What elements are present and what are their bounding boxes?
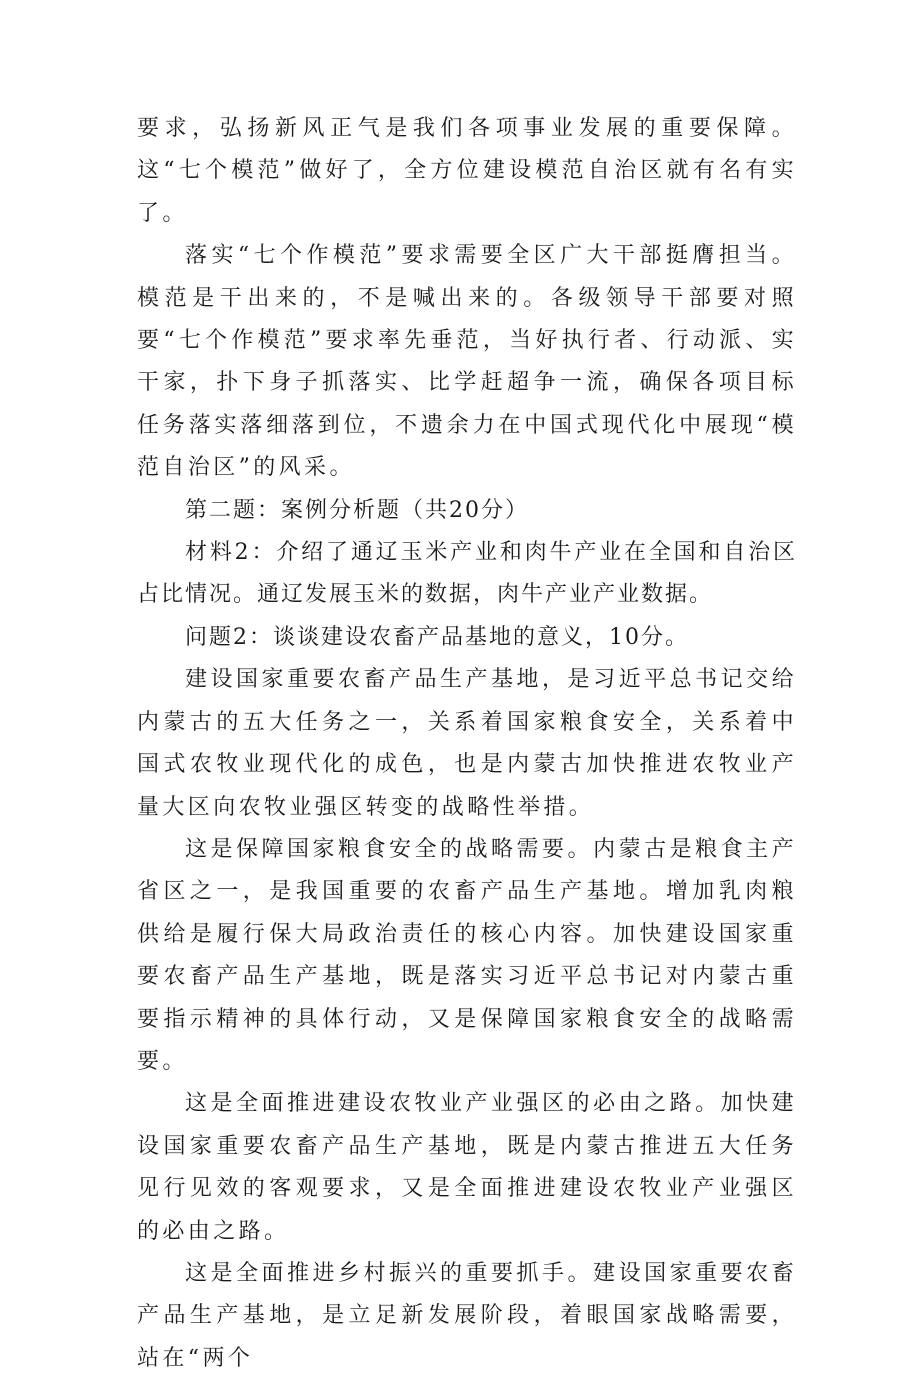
material-two-note: 材料2：介绍了通辽玉米产业和肉牛产业在全国和自治区占比情况。通辽发展玉米的数据，肉牛产业产业数据。 (137, 540, 797, 608)
paragraph-strong-region: 这是全面推进建设农牧业产业强区的必由之路。加快建设国家重要农畜产品生产基地，既是内蒙古推进五大任务见行见效的客观要求，又是全面推进建设农牧业产业强区的必由之路。 (137, 1091, 797, 1244)
question-two-prompt: 问题2：谈谈建设农畜产品基地的意义，10分。 (185, 624, 689, 650)
paragraph-rural-revitalization: 这是全面推进乡村振兴的重要抓手。建设国家重要农畜产品生产基地，是立足新发展阶段，着眼国家战略需要，站在“两个 (137, 1260, 797, 1371)
paragraph-food-security: 这是保障国家粮食安全的战略需要。内蒙古是粮食主产省区之一，是我国重要的农畜产品生产基地。增加乳肉粮供给是履行保大局政治责任的核心内容。加快建设国家重要农畜产品生产基地，既是落实习近平总书记对内蒙古重要指示精神的具体行动，又是保障国家粮食安全的战略需要。 (137, 836, 797, 1074)
document-body (137, 108, 797, 1380)
section-heading-question-two: 第二题：案例分析题（共20分） (185, 497, 529, 523)
paragraph-base-significance: 建设国家重要农畜产品生产基地，是习近平总书记交给内蒙古的五大任务之一，关系着国家粮食安全，关系着中国式农牧业现代化的成色，也是内蒙古加快推进农牧业产量大区向农牧业强区转变的战略性举措。 (137, 667, 797, 820)
paragraph-continuation: 要求，弘扬新风正气是我们各项事业发展的重要保障。这“七个模范”做好了，全方位建设模范自治区就有名有实了。 (137, 116, 797, 226)
paragraph-seven-models: 落实“七个作模范”要求需要全区广大干部挺膺担当。模范是干出来的，不是喊出来的。各级领导干部要对照要“七个作模范”要求率先垂范，当好执行者、行动派、实干家，扑下身子抓落实、比学赶超争一流，确保各项目标任务落实落细落到位，不遗余力在中国式现代化中展现“模范自治区”的风采。 (137, 243, 797, 481)
